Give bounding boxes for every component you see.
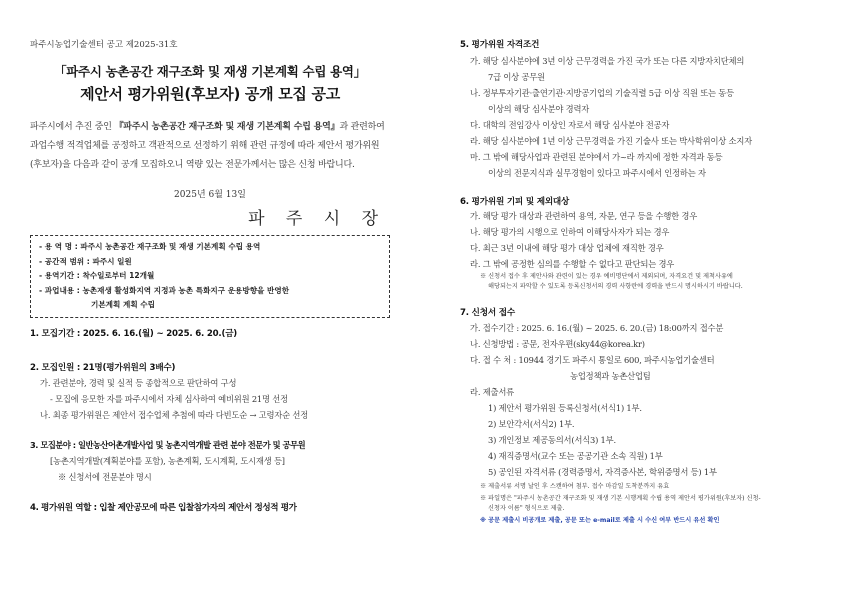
section-7-heading: 7. 신청서 접수 (460, 308, 515, 318)
document-item-2: 2) 보안각서(서식2) 1부. (488, 419, 575, 429)
section-5-item-b-cont: 이상의 해당 심사분야 경력자 (488, 104, 590, 114)
section-6-note-line-2: 해당되는지 파악할 수 있도록 등록신청서의 경력 사항란에 경력을 반드시 명시하시기 바랍니다. (488, 283, 743, 290)
notice-number: 파주시농업기술센터 공고 제2025-31호 (30, 40, 178, 50)
section-5-item-a: 가. 해당 심사분야에 3년 이상 근무경력을 가진 국가 또는 다른 지방자치단체의 (470, 56, 745, 66)
section-7-item-address: 다. 접 수 처 : 10944 경기도 파주시 통일로 600, 파주시농업기술센터 (470, 355, 715, 365)
summary-content-cont: 기본계획 계획 수립 (91, 300, 155, 309)
section-2-item-a: 가. 관련분야, 경력 및 실적 등 종합적으로 판단하여 구성 (40, 377, 237, 388)
section-6-heading: 6. 평가위원 기피 및 제외대상 (460, 197, 570, 207)
section-7-item-address-cont: 농업정책과 농촌산업팀 (570, 371, 651, 381)
section-7-item-period: 가. 접수기간 : 2025. 6. 16.(월) ~ 2025. 6. 20.(금) 18:00까지 접수분 (470, 323, 724, 333)
section-2-heading: 2. 모집인원 : 21명(평가위원의 3배수) (30, 362, 176, 373)
summary-project-name: - 용 역 명 : 파주시 농촌공간 재구조화 및 재생 기본계획 수립 용역 (39, 242, 261, 251)
intro-post: 과 관련하여 과업수행 적격업체를 공정하고 객관적으로 선정하기 위해 관련 규정에 따라 제안서 평가위원(후보자)을 다음과 같이 공개 모집하오니 역량 있는 전문가께서는 많은 신청 바랍니다. (30, 122, 385, 170)
document-item-4: 4) 재직증명서(교수 또는 공공기관 소속 직원) 1부 (488, 451, 663, 461)
section-5-heading: 5. 평가위원 자격조건 (460, 40, 540, 50)
section-3-heading: 3. 모집분야 : 일반농산어촌개발사업 및 농촌지역개발 관련 분야 전문가 및 공무원 (30, 439, 306, 450)
note-confirm-receipt: ※ 공문 제출시 비공개로 제출, 공문 또는 e-mail로 제출 시 수신 여부 반드시 유선 확인 (480, 517, 720, 524)
section-3-item-a: [농촌지역개발(계획분야를 포함), 농촌계획, 도시계획, 도시재생 등] (50, 455, 285, 466)
title-line-1: 「파주시 농촌공간 재구조화 및 재생 기본계획 수립 용역」 (54, 64, 366, 79)
section-5-item-e: 마. 그 밖에 해당사업과 관련된 분야에서 가~라 까지에 정한 자격과 동등 (470, 152, 723, 162)
right-column (460, 38, 820, 526)
section-5-item-d: 라. 해당 심사분야에 1년 이상 근무경력을 가진 기술사 또는 박사학위이상 소지자 (470, 136, 752, 146)
section-5-item-c: 다. 대학의 전임강사 이상인 자로서 해당 심사분야 전공자 (470, 120, 670, 130)
title-line-2: 제안서 평가위원(후보자) 공개 모집 공고 (80, 85, 340, 103)
document-item-1: 1) 제안서 평가위원 등록신청서(서식1) 1부. (488, 403, 642, 413)
note-filename-line-2: 신청자 이름" 형식으로 제출. (488, 505, 565, 512)
issuer-mayor: 파 주 시 장 (248, 209, 386, 229)
section-6-note-line-1: ※ 신청서 접수 후 제안사와 관련이 있는 경우 예비명단에서 제외되며, 자격요건 및 제척사유에 (480, 273, 733, 280)
section-3-note: ※ 신청서에 전문분야 명시 (58, 471, 152, 482)
summary-content: - 과업내용 : 농촌재생 활성화지역 지정과 농촌 특화지구 운용방향을 반영한 (39, 285, 290, 295)
section-2-item-a-sub: - 모집에 응모한 자를 파주시에서 자체 심사하여 예비위원 21명 선정 (50, 393, 288, 404)
section-6-item-d: 라. 그 밖에 공정한 심의를 수행할 수 없다고 판단되는 경우 (470, 259, 675, 269)
intro-paragraph (30, 118, 390, 175)
section-7-item-documents: 라. 제출서류 (470, 387, 514, 397)
section-6-item-c: 다. 최근 3년 이내에 해당 평가 대상 업체에 재직한 경우 (470, 243, 664, 253)
section-5-item-a-cont: 7급 이상 공무원 (488, 72, 545, 82)
section-1-heading: 1. 모집기간 : 2025. 6. 16.(월) ~ 2025. 6. 20.(금) (30, 328, 238, 339)
note-filename-line-1: ※ 파일명은 "파주시 농촌공간 재구조화 및 재생 기본 시행계획 수립 용역 제안서 평가위원(후보자) 신청- (480, 495, 761, 502)
section-6-item-a: 가. 해당 평가 대상과 관련하여 용역, 자문, 연구 등을 수행한 경우 (470, 211, 698, 221)
document-item-3: 3) 개인정보 제공동의서(서식3) 1부. (488, 435, 616, 445)
section-2-item-b: 나. 최종 평가위원은 제안서 접수업체 추첨에 따라 다빈도순 → 고령자순 선정 (40, 409, 309, 420)
section-7-item-method: 나. 신청방법 : 공문, 전자우편(sky44@korea.kr) (470, 339, 645, 349)
intro-pre: 파주시에서 추진 중인 (30, 122, 115, 132)
note-scan: ※ 제출서류 서명 날인 후 스캔하여 첨부. 접수 마감일 도착분까지 유효 (480, 483, 670, 490)
section-5-item-b: 나. 정부투자기관·출연기관·지방공기업의 기술직렬 5급 이상 직원 또는 동등 (470, 88, 734, 98)
intro-project-name: 『파주시 농촌공간 재구조화 및 재생 기본계획 수립 용역』 (114, 122, 340, 132)
section-5-item-e-cont: 이상의 전문지식과 실무경험이 있다고 파주시에서 인정하는 자 (488, 168, 706, 178)
document-item-5: 5) 공인된 자격서류 (경력증명서, 자격증사본, 학위증명서 등) 1부 (488, 467, 717, 477)
announcement-date: 2025년 6월 13일 (174, 190, 246, 200)
section-6-item-b: 나. 해당 평가의 시행으로 인하여 이해당사자가 되는 경우 (470, 227, 670, 237)
section-4-heading: 4. 평가위원 역할 : 입찰 제안공모에 따른 입찰참가자의 제안서 정성적 평가 (30, 502, 297, 513)
left-column (30, 38, 390, 513)
summary-period: - 용역기간 : 착수일로부터 12개월 (39, 271, 155, 280)
project-summary-box (30, 235, 390, 318)
summary-scope: - 공간적 범위 : 파주시 일원 (39, 256, 132, 266)
